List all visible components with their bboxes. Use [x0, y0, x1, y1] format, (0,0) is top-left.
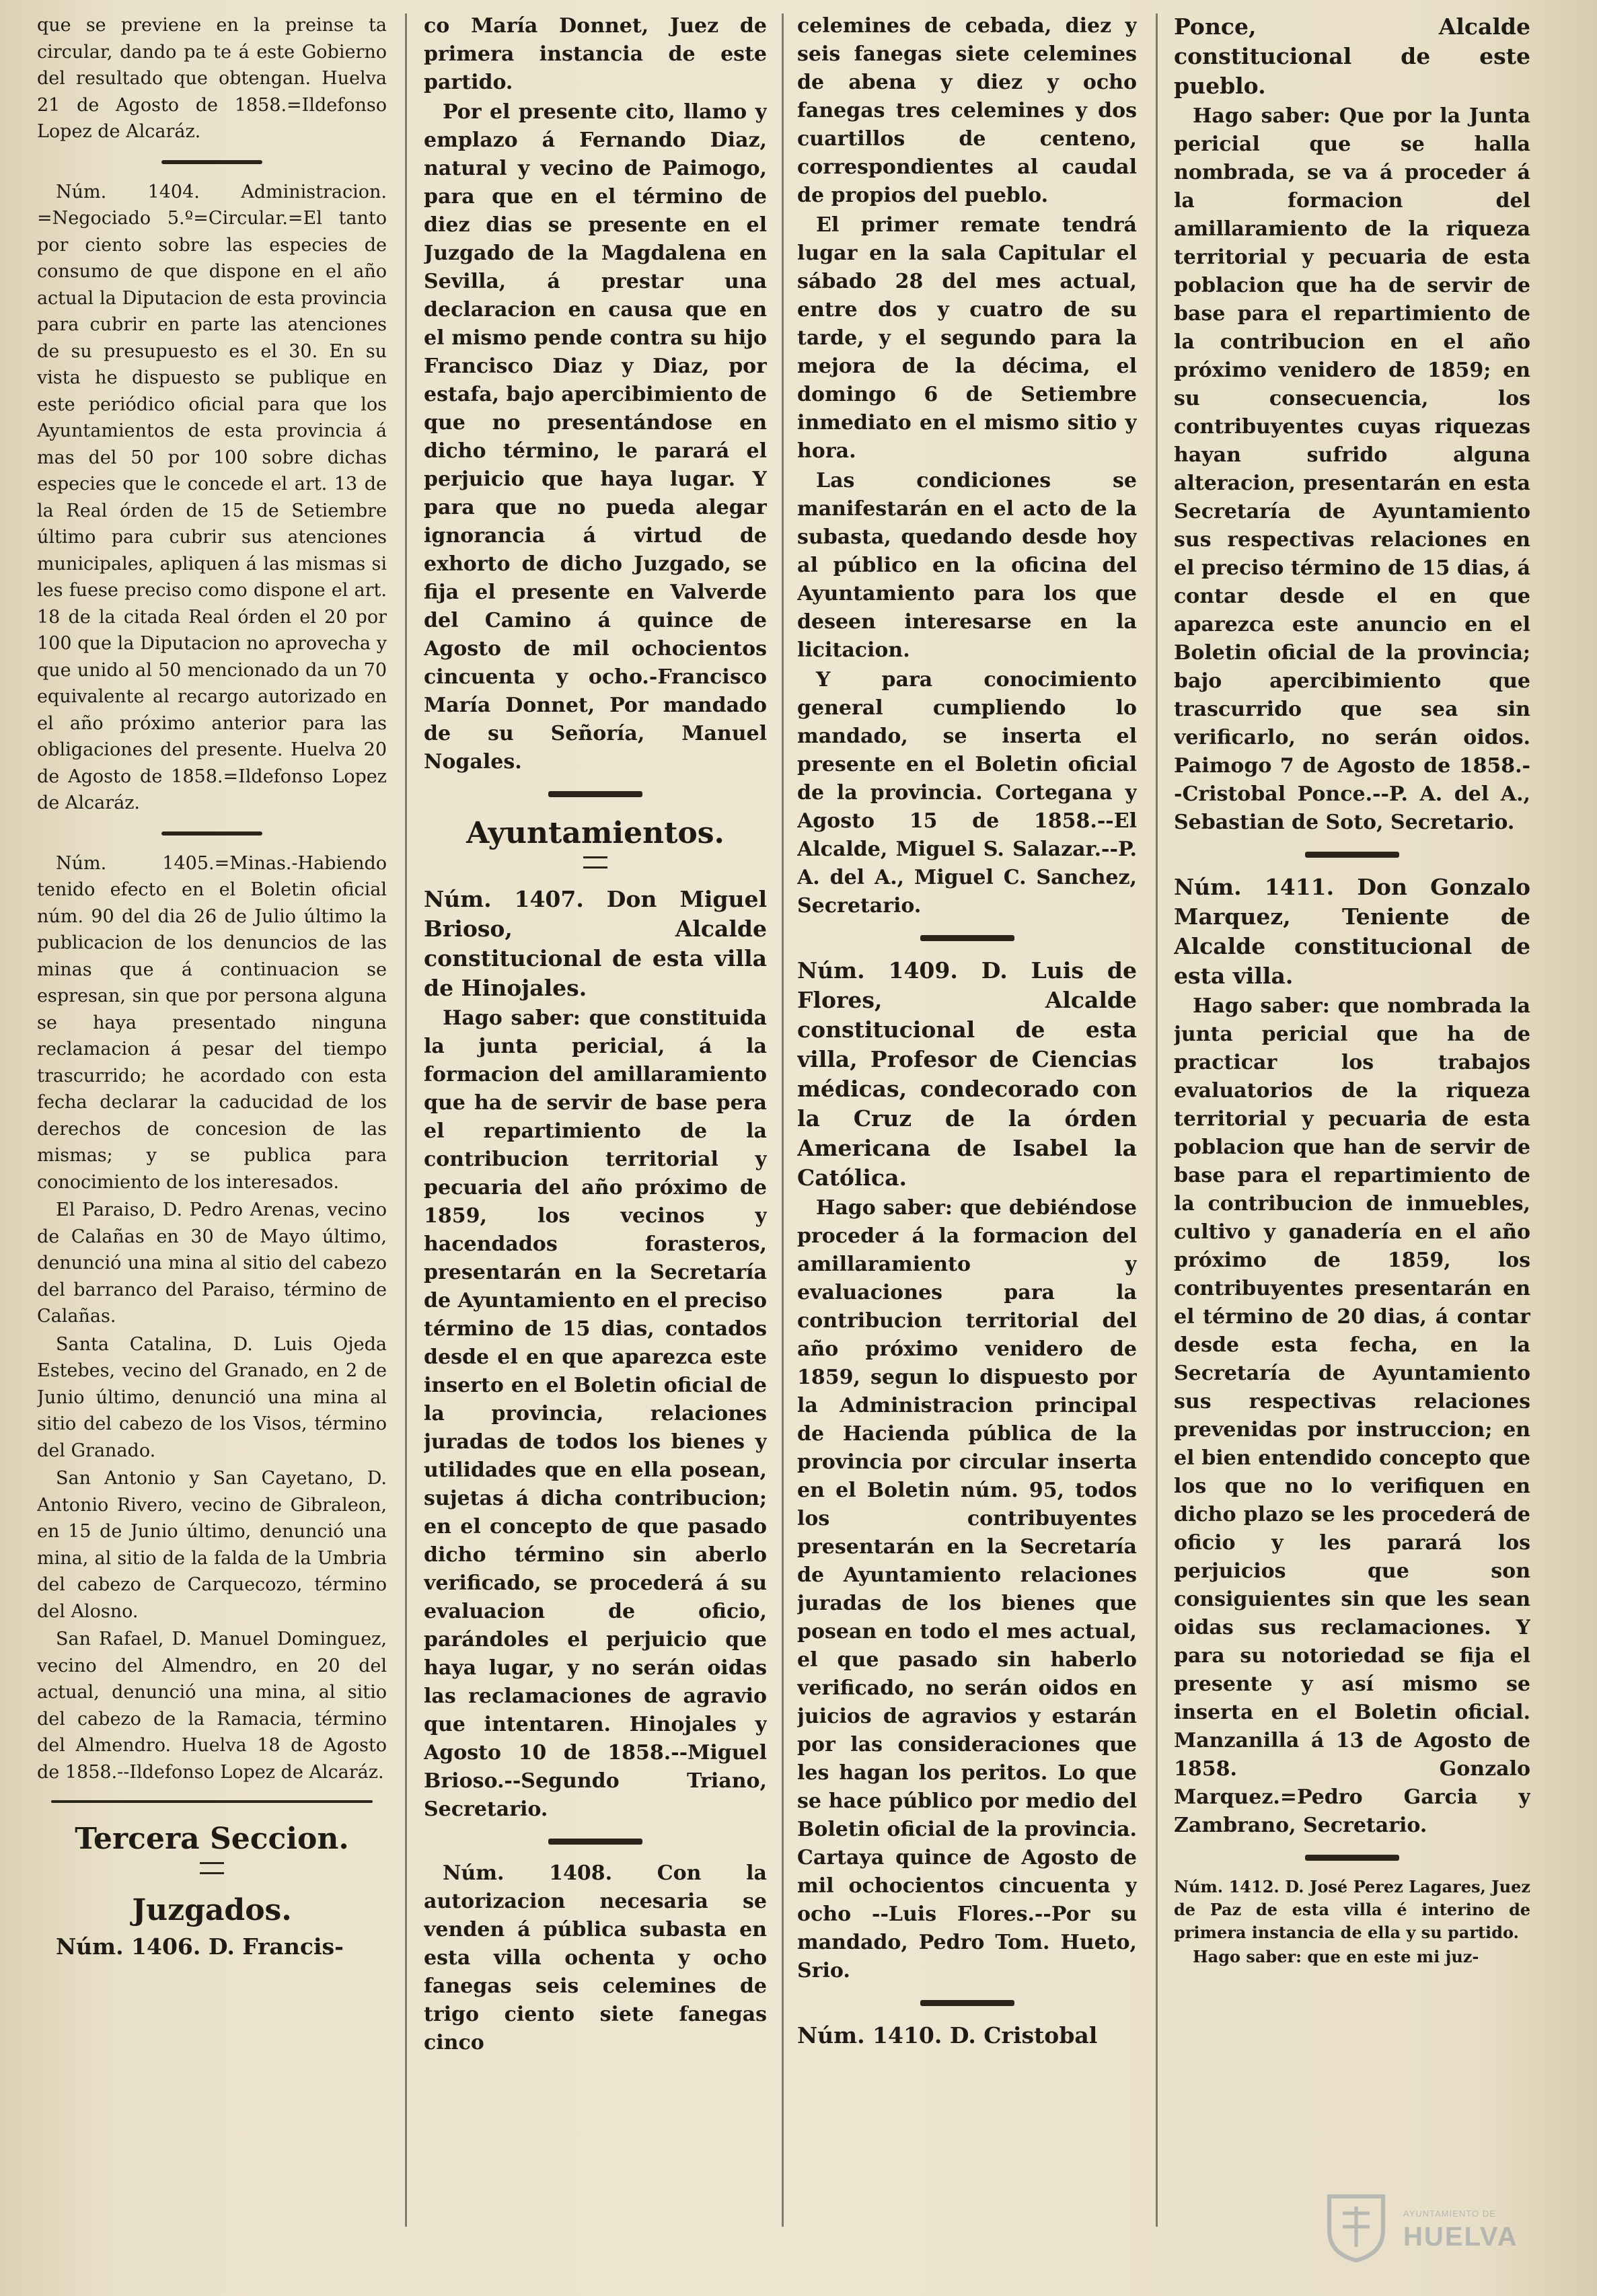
- notice-1408-heading: Núm. 1408. Con la autorizacion necesaria se venden á pública subasta en esta villa ochenta y ocho fanegas seis celemines de trigo ciento siete fanegas cinco: [424, 1861, 767, 2054]
- column-1: [37, 12, 387, 2232]
- separator: [161, 831, 262, 836]
- notice-1412-heading: Núm. 1412. D. José Perez Lagares, Juez de Paz de esta villa é interino de primera instancia de ella y su partido.: [1174, 1877, 1530, 1942]
- separator: [920, 935, 1014, 941]
- separator: [1305, 1855, 1399, 1861]
- notice-1409-heading: Núm. 1409. D. Luis de Flores, Alcalde constitucional de esta villa, Profesor de Ciencias médicas, condecorado con la Cruz de la órden Americana de Isabel la Católica.: [797, 957, 1137, 1191]
- section-title-ayuntamientos: Ayuntamientos.: [466, 816, 725, 850]
- coat-of-arms-icon: [1323, 2190, 1390, 2264]
- separator: [920, 2000, 1014, 2006]
- column-rule: [405, 13, 407, 2227]
- separator: [1305, 852, 1399, 858]
- notice-1408-conditions: Las condiciones se manifestarán en el acto de la subasta, quedando desde hoy al público en la oficina del Ayuntamiento para los que deseen interesarse en la licitacion.: [797, 469, 1137, 662]
- notice-1409-body: Hago saber: que debiéndose proceder á la formacion del amillaramiento y evaluaciones para la contribucion territorial del año próximo venidero de 1859, segun lo dispuesto por la Administracion principal de Hacienda pública de la provincia por circular inserta en el Boletin núm. 95, todos los contribuyentes presentarán en la Secretaría de Ayuntamiento relaciones juradas de los bienes que posean en todo el mes actual, el que pasado sin haberlo verificado, no serán oidos en juicios de agravios y estarán por las consideraciones que les hagan los peritos. Lo que se hace público por medio del Boletin oficial de la provincia. Cartaya quince de Agosto de mil ochocientos cincuenta y ocho --Luis Flores.--Por su mandado, Pedro Tom. Hueto, Srio.: [797, 1196, 1137, 1983]
- column-3: [797, 12, 1137, 2232]
- notice-1408-first-auction: El primer remate tendrá lugar en la sala Capitular el sábado 28 del mes actual, entre dos y cuatro de su tarde, y el segundo para la mejora de la décima, el domingo 6 de Setiembre inmediato en el mismo sitio y hora.: [797, 213, 1137, 463]
- notice-1405-mine-san-antonio: San Antonio y San Cayetano, D. Antonio Rivero, vecino de Gibraleon, en 15 de Junio último, denunció una mina, al sitio de la falda de la Umbria del cabezo de Carquecozo, término del Alosno.: [37, 1468, 387, 1622]
- separator: [548, 791, 642, 797]
- notice-1406-heading: Núm. 1406. D. Francis-: [56, 1933, 344, 1960]
- notice-1406-body: Por el presente cito, llamo y emplazo á Fernando Diaz, natural y vecino de Paimogo, para que en el término de diez dias se presente en el Juzgado de la Magdalena en Sevilla, á prestar una declaracion en causa que en el mismo pende contra su hijo Francisco Diaz y Diaz, por estafa, bajo apercibimiento de que no presentándose en dicho término, le parará el perjuicio que haya lugar. Y para que no pueda alegar ignorancia á virtud de exhorto de dicho Juzgado, se fija el presente en Valverde del Camino á quince de Agosto de mil ochocientos cincuenta y ocho.-Francisco María Donnet, Por mandado de su Señoría, Manuel Nogales.: [424, 100, 767, 774]
- watermark-subtext: AYUNTAMIENTO DE: [1403, 2209, 1496, 2219]
- separator: [548, 1839, 642, 1845]
- notice-1410-body: Hago saber: Que por la Junta pericial que se halla nombrada, se va á proceder á la formacion del amillaramiento de la riqueza territorial y pecuaria de esta poblacion que ha de servir de base para el repartimiento de la contribucion en el año próximo venidero de 1859; en su consecuencia, los contribuyentes cuyas riquezas hayan sufrido alguna alteracion, presentarán en esta Secretaría de Ayuntamiento sus respectivas relaciones en el preciso término de 15 dias, á contar desde el en que aparezca este anuncio en el Boletin oficial de la provincia; bajo apercibimiento que trascurrido que sea sin verificarlo, no serán oidos. Paimogo 7 de Agosto de 1858.--Cristobal Ponce.--P. A. del A., Sebastian de Soto, Secretario.: [1174, 104, 1530, 834]
- notice-1410-heading: Núm. 1410. D. Cristobal: [797, 2022, 1098, 2048]
- notice-1405-mine-santa-catalina: Santa Catalina, D. Luis Ojeda Estebes, vecino del Granado, en 2 de Junio último, denunció una mina al sitio del cabezo de los Visos, término del Granado.: [37, 1333, 387, 1461]
- notice-1412-body: Hago saber: que en este mi juz-: [1193, 1947, 1479, 1966]
- notice-continuation: que se previene en la preinse ta circular, dando pa te á este Gobierno del resultado que obtengan. Huelva 21 de Agosto de 1858.=Ildefonso Lopez de Alcaráz.: [37, 15, 387, 142]
- separator: [161, 160, 262, 164]
- column-4: [1174, 12, 1530, 2232]
- notice-1407-heading: Núm. 1407. Don Miguel Brioso, Alcalde constitucional de esta villa de Hinojales.: [424, 886, 767, 1001]
- column-rule: [1156, 13, 1158, 2227]
- notice-1411-body: Hago saber: que nombrada la junta pericial que ha de practicar los trabajos evaluatorios de la riqueza territorial y pecuaria de esta poblacion que han de servir de base para el repartimiento de la contribucion de inmuebles, cultivo y ganadería en el año próximo de 1859, los contribuyentes presentarán en el término de 20 dias, á contar desde esta fecha, en la Secretaría de Ayuntamiento sus respectivas relaciones prevenidas por instruccion; en el bien entendido concepto que los que no lo verifiquen en dicho plazo se les procederá de oficio y les parará los perjuicios que son consiguientes sin que les sean oidas sus reclamaciones. Y para su notoriedad se fija el presente y así mismo se inserta en el Boletin oficial. Manzanilla á 13 de Agosto de 1858. Gonzalo Marquez.=Pedro Garcia y Zambrano, Secretario.: [1174, 994, 1530, 1837]
- section-title-juzgados: Juzgados.: [132, 1893, 292, 1927]
- watermark-text: HUELVA: [1403, 2222, 1518, 2252]
- section-title-tercera-seccion: Tercera Seccion.: [75, 1822, 349, 1856]
- notice-1405: Núm. 1405.=Minas.-Habiendo tenido efecto en el Boletin oficial núm. 90 del dia 26 de Julio último la publicacion de los denuncios de las minas que á continuacion se espresan, sin que por persona alguna se haya presentado ninguna reclamacion á pesar del tiempo trascurrido; he acordado con esta fecha declarar la caducidad de los derechos de concesion de las mismas; y se publica para conocimiento de los interesados.: [37, 852, 387, 1193]
- notice-1407-body: Hago saber: que constituida la junta pericial, á la formacion del amillaramiento que ha de servir de base pera el repartimiento de la contribucion territorial y pecuaria del año próximo de 1859, los vecinos y hacendados forasteros, presentarán en la Secretaría de Ayuntamiento en el preciso término de 15 dias, contados desde el en que aparezca este inserto en el Boletin oficial de la provincia, relaciones juradas de todos los bienes y utilidades que en ella posean, sujetas á dicha contribucion; en el concepto de que pasado dicho término sin aberlo verificado, se procederá á su evaluacion de oficio, parándoles el perjuicio que haya lugar, y no serán oidas las reclamaciones de agravio que intentaren. Hinojales y Agosto 10 de 1858.--Miguel Brioso.--Segundo Triano, Secretario.: [424, 1006, 767, 1821]
- double-rule: [583, 856, 607, 868]
- notice-1405-mine-paraiso: El Paraiso, D. Pedro Arenas, vecino de Calañas en 30 de Mayo último, denunció una mina al sitio del cabezo del barranco del Paraiso, término de Calañas.: [37, 1199, 387, 1327]
- notice-1408-cont: celemines de cebada, diez y seis fanegas siete celemines de abena y diez y ocho fanegas tres celemines y dos cuartillos de centeno, correspondientes al caudal de propios del pueblo.: [797, 14, 1137, 207]
- double-rule: [200, 1862, 224, 1874]
- notice-1406-heading-cont: co María Donnet, Juez de primera instancia de este partido.: [424, 14, 767, 94]
- archive-watermark: [1323, 2190, 1565, 2270]
- separator: [51, 1800, 373, 1803]
- column-rule: [782, 13, 784, 2227]
- notice-1411-heading: Núm. 1411. Don Gonzalo Marquez, Teniente de Alcalde constitucional de esta villa.: [1174, 874, 1530, 989]
- column-2: [424, 12, 767, 2232]
- notice-1404: Núm. 1404. Administracion. =Negociado 5.º=Circular.=El tanto por ciento sobre las especies de consumo de que dispone en el año actual la Diputacion de esta provincia para cubrir en parte las atenciones de su presupuesto es el 30. En su vista he dispuesto se publique en este periódico oficial para que los Ayuntamientos de esta provincia á mas del 50 por 100 sobre dichas especies que le concede el art. 13 de la Real órden de 15 de Setiembre último para cubrir sus atenciones municipales, apliquen á las mismas si les fuese preciso como dispone el art. 18 de la citada Real órden el 20 por 100 que la Diputacion no aprovecha y que unido al 50 mencionado da un 70 equivalente al recargo autorizado en el año próximo anterior para las obligaciones del presente. Huelva 20 de Agosto de 1858.=Ildefonso Lopez de Alcaráz.: [37, 181, 387, 813]
- notice-1410-heading-cont: Ponce, Alcalde constitucional de este pueblo.: [1174, 13, 1530, 99]
- notice-1408-signature: Y para conocimiento general cumpliendo lo mandado, se inserta el presente en el Boletin oficial de la provincia. Cortegana y Agosto 15 de 1858.--El Alcalde, Miguel S. Salazar.--P. A. del A., Miguel C. Sanchez, Secretario.: [797, 668, 1137, 918]
- notice-1405-mine-san-rafael: San Rafael, D. Manuel Dominguez, vecino del Almendro, en 20 del actual, denunció una mina, al sitio del cabezo de la Ramacia, término del Almendro. Huelva 18 de Agosto de 1858.--Ildefonso Lopez de Alcaráz.: [37, 1629, 387, 1783]
